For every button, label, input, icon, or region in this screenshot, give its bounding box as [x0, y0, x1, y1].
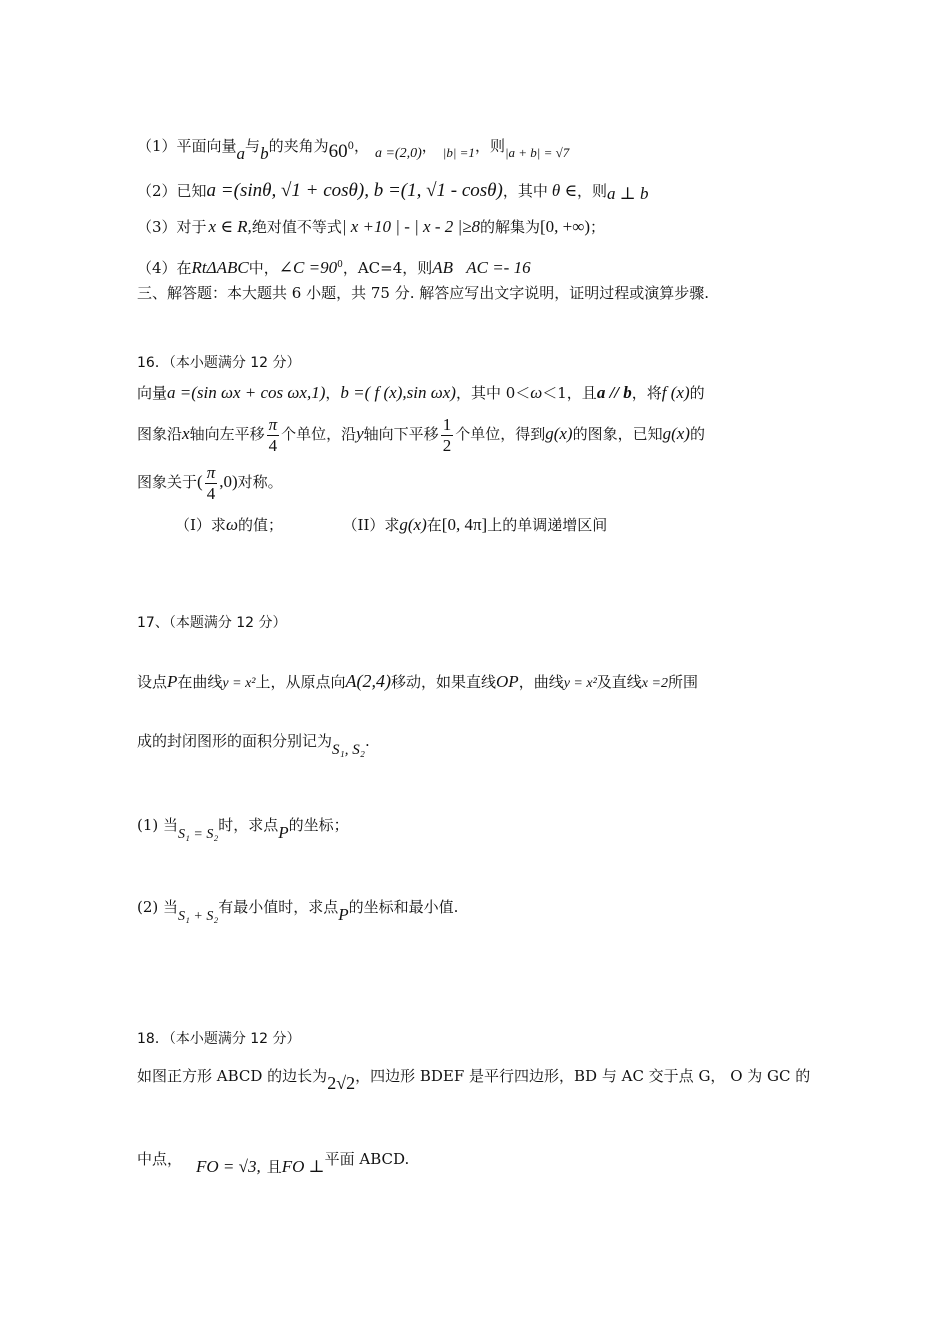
- q17-p2-eq: S₁ + S₂: [178, 909, 219, 924]
- item-1-angle-text: 的夹角为: [268, 137, 329, 155]
- q16-frac-num: π: [268, 414, 278, 434]
- item-4-zhong: 中，: [248, 259, 279, 277]
- q18-l1-b: ，四边形 BDEF 是平行四边形，BD 与 AC 交于点 G， O 为 GC 的: [355, 1067, 811, 1085]
- q16-l1-a: 向量: [137, 384, 168, 402]
- q17-line-op: OP: [496, 672, 519, 691]
- q17-l1-a: 设点: [137, 673, 168, 691]
- q16-part-1: （I）求: [175, 516, 226, 534]
- q17-title-text: 17、（本题满分 12 分）: [137, 615, 287, 631]
- q16-y-axis: y: [356, 424, 364, 443]
- q17-p1-a: (1) 当: [137, 816, 179, 834]
- q17-l2-a: 成的封闭图形的面积分别记为: [137, 732, 333, 750]
- item-3-tail: 的解集为: [480, 218, 541, 236]
- degree-mark: 0: [347, 141, 354, 152]
- q17-part-1: [137, 814, 349, 842]
- q17-l2-b: .: [364, 732, 370, 750]
- q16-vector-a: a =(sin ωx + cos ωx,1): [167, 383, 326, 402]
- q16-part-2-b: 在: [426, 516, 442, 534]
- norm-b: |b| =1: [442, 145, 475, 160]
- q16-line-3: [137, 462, 283, 504]
- item-4: [137, 254, 531, 279]
- q16-frac-pi-4: [267, 415, 280, 456]
- q16-l3-b: 对称。: [237, 473, 283, 491]
- dot-product: AB⃞AC =- 16: [432, 258, 531, 277]
- q16-g-x-2: g(x): [662, 424, 690, 443]
- q16-frac-den: 4: [268, 435, 278, 455]
- q17-areas: S₁, S₂: [332, 742, 365, 758]
- q17-point-p: P: [167, 672, 178, 691]
- q18-l2-c: 平面 ABCD.: [324, 1150, 410, 1168]
- q16-frac-pi-4-b: [205, 463, 218, 504]
- theta-element: θ ∈: [551, 181, 578, 200]
- q16-l1-b: ，: [325, 384, 341, 402]
- q16-part-1-b: 的值；: [237, 516, 283, 534]
- item-3: [137, 216, 605, 238]
- q17-p2-a: (2) 当: [137, 898, 179, 916]
- q16-l1-e: ，将: [631, 384, 662, 402]
- item-3-mid: 绝对值不等式: [251, 218, 342, 236]
- q16-line-2: [137, 414, 705, 456]
- q16-l2-d: 轴向下平移: [363, 425, 439, 443]
- q16-half-den: 2: [442, 435, 452, 455]
- vectors-ab-definition: a =(sinθ, √1 + cosθ), b =(1, √1 - cosθ): [206, 180, 503, 201]
- q17-curve-2: y = x²: [563, 676, 597, 691]
- q16-f-x: f (x): [661, 383, 690, 402]
- section-3-text: 三、解答题：本大题共 6 小题，共 75 分. 解答应写出文字说明，证明过程或演算步骤.: [137, 284, 710, 302]
- perpendicular-claim: a ⊥ b: [607, 184, 649, 203]
- q17-p2-b: 有最小值时，求点: [218, 898, 339, 916]
- item-4-label: （4）在: [137, 259, 192, 277]
- degree-mark-4: 0: [337, 260, 343, 270]
- q16-l1-c: ，其中 0＜: [455, 384, 531, 402]
- q16-frac-half: [441, 415, 454, 456]
- item-2-tail2: ，则: [577, 182, 608, 200]
- solution-set: [0, +∞): [540, 217, 591, 236]
- q16-l3-a: 图象关于: [137, 473, 198, 491]
- q16-l2-e: 个单位，得到: [455, 425, 546, 443]
- q17-l1-b: 在曲线: [177, 673, 223, 691]
- q17-p1-b: 时，求点: [218, 816, 279, 834]
- q16-omega: ω: [530, 383, 543, 402]
- q17-l1-e: ，曲线: [518, 673, 564, 691]
- q16-part-2: （II）求: [342, 516, 400, 534]
- q16-vector-b: b =( f (x),sin ωx): [340, 383, 456, 402]
- q17-p1-c: 的坐标；: [288, 816, 349, 834]
- item-2-tail1: ，其中: [502, 182, 548, 200]
- q17-line-x2: x =2: [641, 676, 668, 691]
- item-4-ac: ，AC=4，则: [342, 259, 433, 277]
- x-domain: x ∈ R,: [208, 217, 252, 236]
- q17-l1-d: 移动，如果直线: [391, 673, 497, 691]
- q16-x-axis: x: [182, 424, 190, 443]
- right-triangle: RtΔABC: [191, 258, 249, 277]
- item-1-yu: 与: [245, 137, 261, 155]
- q17-p2-p: P: [338, 905, 349, 924]
- q18-fo-length: FO = √3,: [196, 1157, 261, 1176]
- vector-a-value: a =(2,0): [374, 146, 422, 161]
- q16-l2-h: 的: [689, 425, 705, 443]
- q16-l3-close: ,0): [219, 472, 238, 491]
- q17-point-a: A(2,4): [345, 671, 391, 691]
- q16-l2-b: 轴向左平移: [189, 425, 265, 443]
- q16-l1-g: 的: [689, 384, 705, 402]
- q17-curve: y = x²: [222, 676, 256, 691]
- item-3-label: （3）对于: [137, 218, 207, 236]
- q16-title: [137, 352, 301, 374]
- q16-part-2-interval: [0, 4π]: [441, 515, 488, 534]
- item-1-sep2: ，: [421, 137, 437, 155]
- norm-sum: |a + b| = √7: [504, 145, 570, 160]
- q16-g-x: g(x): [545, 424, 573, 443]
- q17-p2-c: 的坐标和最小值.: [348, 898, 459, 916]
- q16-half-num: 1: [442, 414, 452, 434]
- q16-part-2-c: 上的单调递增区间: [487, 516, 608, 534]
- section-3-heading: [137, 282, 709, 304]
- q17-line-2: [137, 730, 370, 758]
- q16-part-1-omega: ω: [225, 515, 238, 534]
- q18-side-length: 2√2: [327, 1073, 356, 1093]
- angle-value: 60: [328, 141, 348, 162]
- q18-l2-b: 且: [266, 1158, 282, 1176]
- q16-parallel: a // b: [596, 383, 632, 402]
- item-2-label: （2）已知: [137, 182, 207, 200]
- q17-l1-g: 所围: [667, 673, 698, 691]
- q17-p1-p: P: [278, 823, 289, 842]
- item-1: [137, 132, 570, 163]
- q18-title: [137, 1028, 301, 1050]
- q18-l1-a: 如图正方形 ABCD 的边长为: [137, 1067, 328, 1085]
- vector-a: a: [236, 144, 246, 163]
- item-1-label: （1）平面向量: [137, 137, 237, 155]
- q18-line-2: [137, 1148, 410, 1176]
- q16-parts: [175, 514, 607, 536]
- item-2: [137, 180, 649, 202]
- q16-l2-a: 图象沿: [137, 425, 183, 443]
- vector-b: b: [260, 144, 269, 163]
- absolute-inequality: | x +10 | - | x - 2 |≥8: [341, 217, 480, 236]
- q17-p1-eq: S₁ = S₂: [178, 827, 219, 842]
- q18-fo-perp: FO ⊥: [281, 1157, 325, 1176]
- q18-l2-a: 中点，: [137, 1150, 183, 1168]
- q16-l3-den: 4: [206, 483, 216, 503]
- q16-l1-d: ＜1，且: [542, 384, 597, 402]
- q17-title: [137, 612, 287, 634]
- q16-title-text: 16．（本小题满分 12 分）: [137, 355, 301, 371]
- q17-part-2: [137, 896, 459, 924]
- item-1-sep3: ，则: [474, 137, 505, 155]
- q18-title-text: 18．（本小题满分 12 分）: [137, 1031, 301, 1047]
- item-3-end: ；: [590, 218, 606, 236]
- q16-l3-open: (: [197, 472, 203, 491]
- q17-line-1: [137, 670, 698, 695]
- q18-line-1: [137, 1064, 811, 1093]
- q17-l1-f: 及直线: [596, 673, 642, 691]
- q16-line-1: [137, 382, 705, 404]
- angle-c: ∠C =90: [278, 258, 338, 277]
- item-1-sep1: ，: [353, 137, 369, 155]
- q16-l3-num: π: [206, 462, 216, 482]
- q17-l1-c: 上，从原点向: [255, 673, 346, 691]
- q16-l2-c: 个单位，沿: [281, 425, 357, 443]
- q16-l2-f: 的图象，已知: [572, 425, 663, 443]
- q16-part-2-g: g(x): [399, 515, 427, 534]
